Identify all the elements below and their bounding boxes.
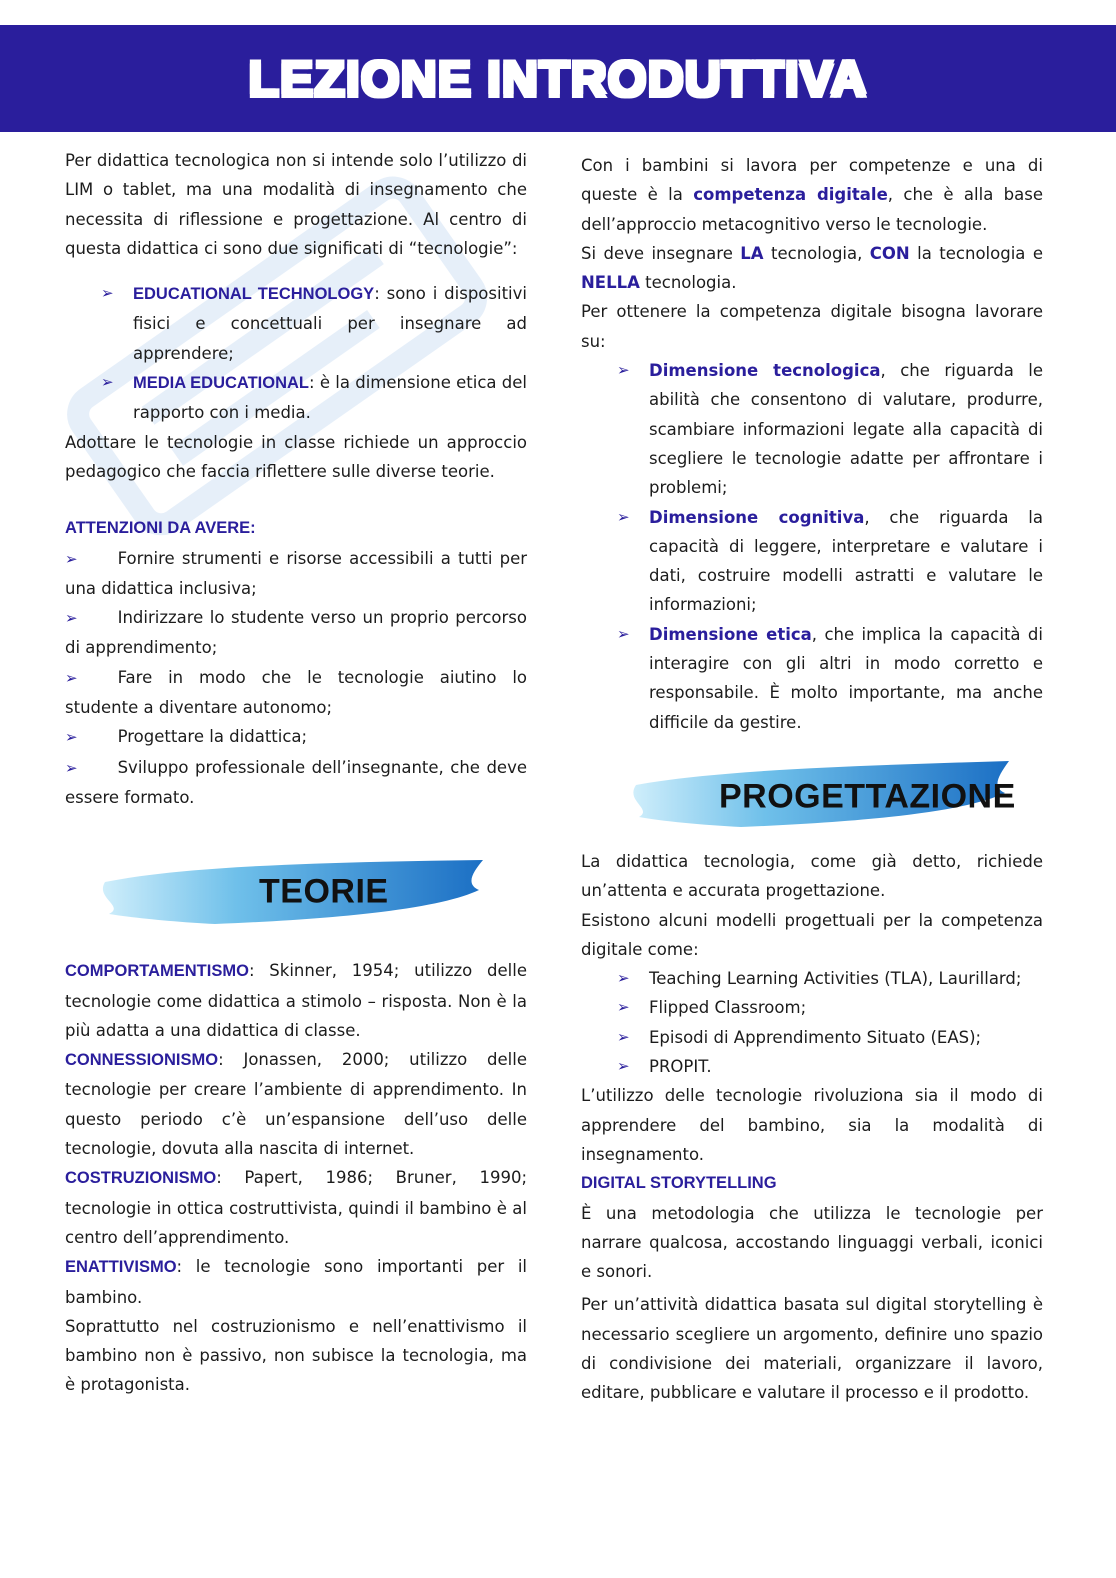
list-item: ➢ Teaching Learning Activities (TLA), Laurillard;	[581, 964, 1043, 993]
list-item: ➢ Dimensione tecnologica, che riguarda le abilità che consentono di valutare, produrre, scambiare informazioni legate alla capacità di scegliere le tecnologie adatte per affrontare i problemi;	[581, 356, 1043, 502]
closing-paragraph: Soprattutto nel costruzionismo e nell’enattivismo il bambino non è passivo, non subisce la tecnologia, ma è protagonista.	[65, 1316, 527, 1395]
theory-item: ENATTIVISMO: le tecnologie sono importanti per il bambino.	[65, 1257, 527, 1307]
list-item	[65, 279, 527, 368]
list-item: ➢ Dimensione cognitiva, che riguarda la capacità di leggere, interpretare e valutare i dati, costruire modelli astratti e valutare le informazioni;	[581, 503, 1043, 620]
storytelling-paragraph-2: Per un’attività didattica basata sul digital storytelling è necessario scegliere un argomento, definire uno spazio di condivisione dei materiali, organizzare il lavoro, editare, pubblicare e valutare il processo e il prodotto.	[581, 1295, 1043, 1403]
arrowhead-bullet-icon: ➢	[617, 969, 630, 988]
list-item: ➢ Indirizzare lo studente verso un proprio percorso di apprendimento;	[65, 608, 527, 658]
design-paragraph-2: Esistono alcuni modelli progettuali per la competenza digitale come:	[581, 910, 1043, 959]
theory-item: COSTRUZIONISMO: Papert, 1986; Bruner, 1990; tecnologie in ottica costruttivista, quindi il bambino è al centro dell’apprendimento.	[65, 1168, 527, 1247]
adopt-paragraph: Adottare le tecnologie in classe richiede un approccio pedagogico che faccia riflettere sulle diverse teorie.	[65, 432, 527, 481]
attention-title: ATTENZIONI DA AVERE:	[65, 519, 256, 538]
list-item: ➢ Dimensione etica, che implica la capacità di interagire con gli altri in modo corretto e responsabile. È molto importante, ma anche difficile da gestire.	[581, 620, 1043, 737]
theory-term: CONNESSIONISMO	[65, 1051, 219, 1070]
dimensions-intro: Per ottenere la competenza digitale bisogna lavorare su:	[581, 302, 1043, 351]
arrowhead-bullet-icon: ➢	[617, 998, 630, 1017]
list-item: ➢ PROPIT.	[581, 1052, 1043, 1081]
theories-heading	[65, 852, 527, 932]
attention-list	[65, 544, 527, 813]
dimension-term: Dimensione etica	[649, 624, 812, 644]
intro-paragraph: Per didattica tecnologica non si intende solo l’utilizzo di LIM o tablet, ma una modalità di insegnamento che necessita di riflessione e progettazione. Al centro di questa didattica ci sono due significati di “tecnologie”:	[65, 151, 527, 258]
design-paragraph-1: La didattica tecnologia, come già detto, richiede un’attenta e accurata progettazione.	[581, 851, 1043, 901]
design-heading	[581, 757, 1043, 837]
term-description: : sono i dispositivi fisici e concettuali per insegnare ad apprendere;	[133, 284, 527, 363]
theory-term: COMPORTAMENTISMO	[65, 962, 249, 981]
arrowhead-bullet-icon: ➢	[617, 1027, 630, 1046]
design-title: PROGETTAZIONE	[719, 777, 1016, 816]
term-competenza-digitale: competenza digitale	[693, 185, 888, 205]
arrowhead-bullet-icon: ➢	[101, 284, 114, 303]
term-media-educational: MEDIA EDUCATIONAL	[133, 374, 310, 393]
theories-list	[65, 956, 527, 1399]
theory-item: CONNESSIONISMO: Jonassen, 2000; utilizzo delle tecnologie per creare l’ambiente di apprendimento. In questo periodo c’è un’espansione dell’uso delle tecnologie, dovuta alla nascita di internet.	[65, 1050, 527, 1159]
list-item: ➢ Sviluppo professionale dell’insegnante, che deve essere formato.	[65, 757, 527, 807]
dimension-term: Dimensione cognitiva	[649, 507, 865, 527]
design-paragraph-3: L’utilizzo delle tecnologie rivoluziona sia il modo di apprendere del bambino, sia la modalità di insegnamento.	[581, 1086, 1043, 1164]
theories-title: TEORIE	[259, 872, 389, 911]
term-educational-technology: EDUCATIONAL TECHNOLOGY	[133, 285, 375, 304]
arrowhead-bullet-icon: ➢	[65, 758, 78, 777]
term-description: : è la dimensione etica del rapporto con i media.	[133, 373, 527, 423]
list-item: ➢ Flipped Classroom;	[581, 993, 1043, 1022]
teach-paragraph: Si deve insegnare LA tecnologia, CON la tecnologia e NELLA tecnologia.	[581, 243, 1043, 293]
arrowhead-bullet-icon: ➢	[617, 507, 630, 526]
dimensions-list	[581, 356, 1043, 737]
arrowhead-bullet-icon: ➢	[101, 373, 114, 392]
arrowhead-bullet-icon: ➢	[65, 668, 78, 687]
arrowhead-bullet-icon: ➢	[65, 609, 78, 628]
arrowhead-bullet-icon: ➢	[617, 1057, 630, 1076]
meanings-list	[65, 279, 527, 427]
list-item: ➢ Episodi di Apprendimento Situato (EAS);	[581, 1023, 1043, 1052]
arrowhead-bullet-icon: ➢	[617, 361, 630, 380]
theory-item: COMPORTAMENTISMO: Skinner, 1954; utilizzo delle tecnologie come didattica a stimolo – risposta. Non è la più adatta a una didattica di classe.	[65, 961, 527, 1040]
theory-term: ENATTIVISMO	[65, 1258, 177, 1277]
page-title: LEZIONE INTRODUTTIVA	[248, 50, 868, 107]
list-item: ➢ Fornire strumenti e risorse accessibili a tutti per una didattica inclusiva;	[65, 548, 527, 598]
left-column	[65, 146, 527, 1400]
arrowhead-bullet-icon: ➢	[65, 549, 78, 568]
competence-paragraph: Con i bambini si lavora per competenze e una di queste è la competenza digitale, che è alla base dell’approccio metacognitivo verso le tecnologie.	[581, 156, 1044, 234]
storytelling-title: DIGITAL STORYTELLING	[581, 1174, 777, 1193]
title-banner	[0, 25, 1116, 132]
list-item	[65, 368, 527, 428]
arrowhead-bullet-icon: ➢	[617, 624, 630, 643]
list-item: ➢ Progettare la didattica;	[65, 727, 308, 747]
list-item: ➢ Fare in modo che le tecnologie aiutino lo studente a diventare autonomo;	[65, 667, 527, 718]
models-list	[581, 964, 1043, 1081]
theory-term: COSTRUZIONISMO	[65, 1169, 217, 1188]
dimension-term: Dimensione tecnologica	[649, 361, 881, 381]
storytelling-paragraph-1: È una metodologia che utilizza le tecnologie per narrare qualcosa, accostando linguaggi verbali, iconici e sonori.	[581, 1203, 1043, 1282]
right-column	[581, 151, 1043, 1408]
arrowhead-bullet-icon: ➢	[65, 728, 78, 747]
